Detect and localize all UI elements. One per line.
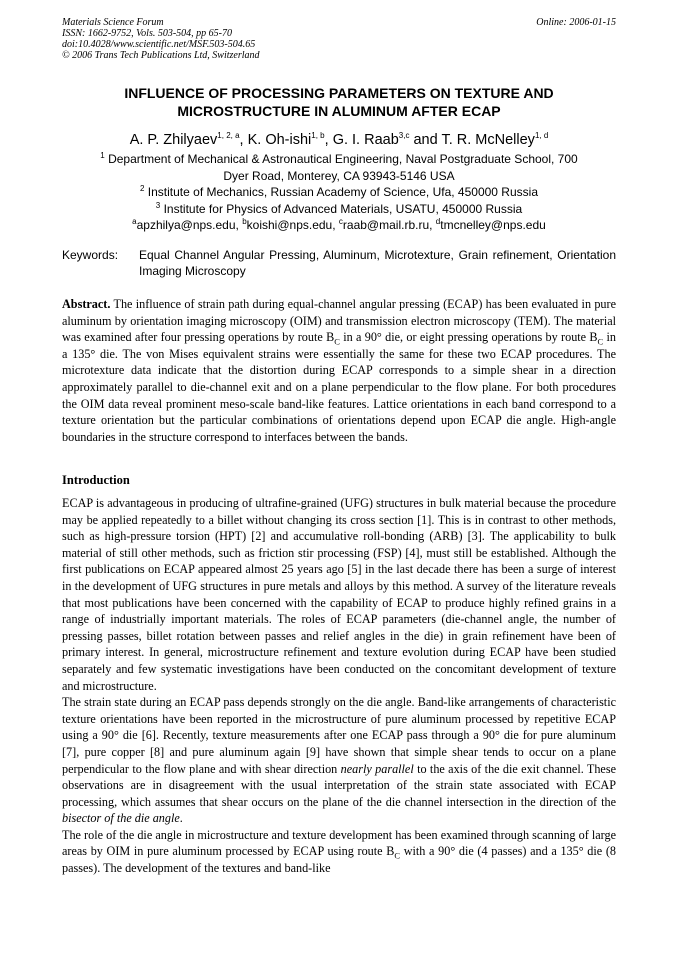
intro-p3-text-b: with a 90° die (4 passes) and a 135° die (8 passes). The development of the textures and band-like: [62, 844, 616, 876]
author-2-affil: 1, b: [311, 131, 325, 141]
email-a-mark: a: [132, 217, 137, 226]
author-2: K. Oh-ishi: [247, 132, 312, 148]
intro-p2-text-c: .: [179, 811, 183, 826]
title-line-1: INFLUENCE OF PROCESSING PARAMETERS ON TEXTURE AND: [124, 85, 554, 101]
author-4: T. R. McNelley: [441, 132, 535, 148]
keywords-block: [62, 247, 616, 279]
email-d: tmcnelley@nps.edu: [440, 218, 546, 232]
author-3: G. I. Raab: [332, 132, 399, 148]
abstract-label: Abstract.: [62, 297, 111, 311]
author-1-affil: 1, 2, a: [217, 131, 240, 141]
affiliation-1-mark: 1: [100, 151, 105, 160]
issn-line: ISSN: 1662-9752, Vols. 503-504, pp 65-70: [62, 28, 232, 39]
intro-p2-text-b: to the axis of the die exit channel. These observations are in disagreement with the usual interpretation of the strain state associated with ECAP processing, which assumes that shear occurs on the plane of the die channel intersection in the direction of the: [62, 761, 616, 809]
affiliation-2-mark: 2: [139, 184, 145, 193]
email-d-mark: d: [435, 217, 441, 226]
copyright-line: © 2006 Trans Tech Publications Ltd, Switzerland: [62, 50, 260, 61]
abstract-text-2: in a 90° die, or eight pressing operations by route B: [339, 330, 598, 345]
affiliation-1-line-2: Dyer Road, Monterey, CA 93943-5146 USA: [223, 168, 455, 183]
email-c: raab@mail.rb.ru,: [342, 218, 433, 232]
email-a: apzhilya@nps.edu,: [136, 218, 239, 232]
affiliation-2: [62, 184, 616, 201]
intro-p3-sub: C: [394, 850, 401, 861]
author-3-affil: 3,c: [398, 131, 410, 141]
intro-p2-italic-1: nearly parallel: [340, 761, 414, 776]
affiliation-3-mark: 3: [155, 200, 161, 210]
affiliation-1: [62, 151, 616, 168]
email-list: [62, 217, 616, 234]
author-4-affil: 1, d: [534, 131, 549, 141]
abstract-text-1: The influence of strain path during equal-channel angular pressing (ECAP) has been evaluated in pure aluminum by orientation imaging microscopy (OIM) and transmission electron microscopy (TEM). The material was examined after four pressing operations by route B: [62, 297, 616, 345]
title-line-2: MICROSTRUCTURE IN ALUMINUM AFTER ECAP: [177, 103, 501, 119]
abstract-text-3: in a 135° die. The von Mises equivalent strains were essentially the same for these two ECAP procedures. The microtexture data indicate that the distortion during ECAP corresponds to a simple shear in a direction approximately parallel to die-channel exit and on a plane perpendicular to the flow plane. For both procedures the OIM data reveal prominent meso-scale band-like features. Lattice orientations in each band correspond to a texture orientation but the particular combinations of orientations depend upon ECAP die angle. High-angle boundaries in the structure correspond to interfaces between the bands.: [62, 330, 617, 444]
affiliation-3: [62, 201, 616, 218]
author-1: A. P. Zhilyaev: [129, 132, 218, 148]
intro-paragraph-1: ECAP is advantageous in producing of ultrafine-grained (UFG) structures in bulk material because the procedure may be applied repeatedly to a billet without changing its cross section [1]. This is in contrast to other methods, such as high-pressure torsion (HPT) [2] and accumulative roll-bonding (ARB) [3]. The applicability to bulk material of still other methods, such as friction stir processing (FSP) [4], must still be established. Although the first publications on ECAP appeared almost 25 years ago [5] in the last decade there has been a surge of interest in the development of UFG structures in pure metals and alloys by this method. A survey of the literature reveals that most publications have been concerned with the capability of ECAP to produce highly refined grains in a range of industrially important materials. The roles of ECAP parameters (die-channel angle, the number of pressing passes, billet rotation between passes and relief angles in the die) in grain refinement have been of primary interest. In general, microstructure refinement and texture evolution during ECAP have been studied separately and few systematic investigations have been conducted on the concomitant development of texture and microstructure.: [62, 496, 616, 693]
intro-p2-italic-2: bisector of the die angle: [62, 811, 180, 826]
introduction-body: [62, 495, 616, 877]
affiliation-3-text: Institute for Physics of Advanced Materials, USATU, 450000 Russia: [163, 201, 523, 216]
abstract-sub-1: C: [334, 336, 340, 347]
author-and: and: [413, 132, 438, 148]
paper-title: [62, 84, 616, 120]
intro-paragraph-3: [62, 827, 616, 877]
affiliation-1-line-1: Department of Mechanical & Astronautical Engineering, Naval Postgraduate School, 700: [108, 152, 578, 166]
keywords-text: Equal Channel Angular Pressing, Aluminum, Microtexture, Grain refinement, Orientation Imaging Microscopy: [139, 248, 616, 278]
keywords-label: Keywords:: [62, 248, 119, 262]
abstract: [62, 296, 616, 445]
intro-paragraph-2: [62, 694, 616, 827]
email-b: koishi@nps.edu,: [246, 218, 336, 232]
page-header: [62, 17, 616, 61]
affiliation-2-text: Institute of Mechanics, Russian Academy of Science, Ufa, 450000 Russia: [147, 185, 538, 199]
email-c-mark: c: [338, 217, 343, 226]
affiliations: [62, 151, 616, 234]
author-list: A. P. Zhilyaev$^{1, 2, a}$, K. Oh-ishi$^{1, b}$, G. I. Raab$^{3,c}$ and T. R. McNelley$^{1, d}$: [129, 131, 549, 148]
journal-name: Materials Science Forum: [62, 17, 164, 28]
doi-line: doi:10.4028/www.scientific.net/MSF.503-504.65: [62, 39, 256, 50]
email-b-mark: b: [242, 217, 247, 226]
intro-p3-text-a: The role of the die angle in microstructure and texture development has been examined through scanning of large areas by OIM in pure aluminum processed by ECAP using route B: [62, 827, 616, 859]
abstract-sub-2: C: [597, 336, 604, 347]
intro-p2-text-a: The strain state during an ECAP pass depends strongly on the die angle. Band-like arrangements of characteristic texture orientations have been reported in the microstructure of pure aluminum processed by repetitive ECAP using a 90° die [6]. Recently, texture measurements after one ECAP pass through a 90° die for pure aluminum [7], pure copper [8] and pure aluminum again [9] have shown that simple shear tends to occur on a plane perpendicular to the flow plane and with shear direction: [62, 695, 616, 776]
online-date: Online: 2006-01-15: [536, 17, 616, 28]
introduction-heading: Introduction: [62, 473, 130, 487]
